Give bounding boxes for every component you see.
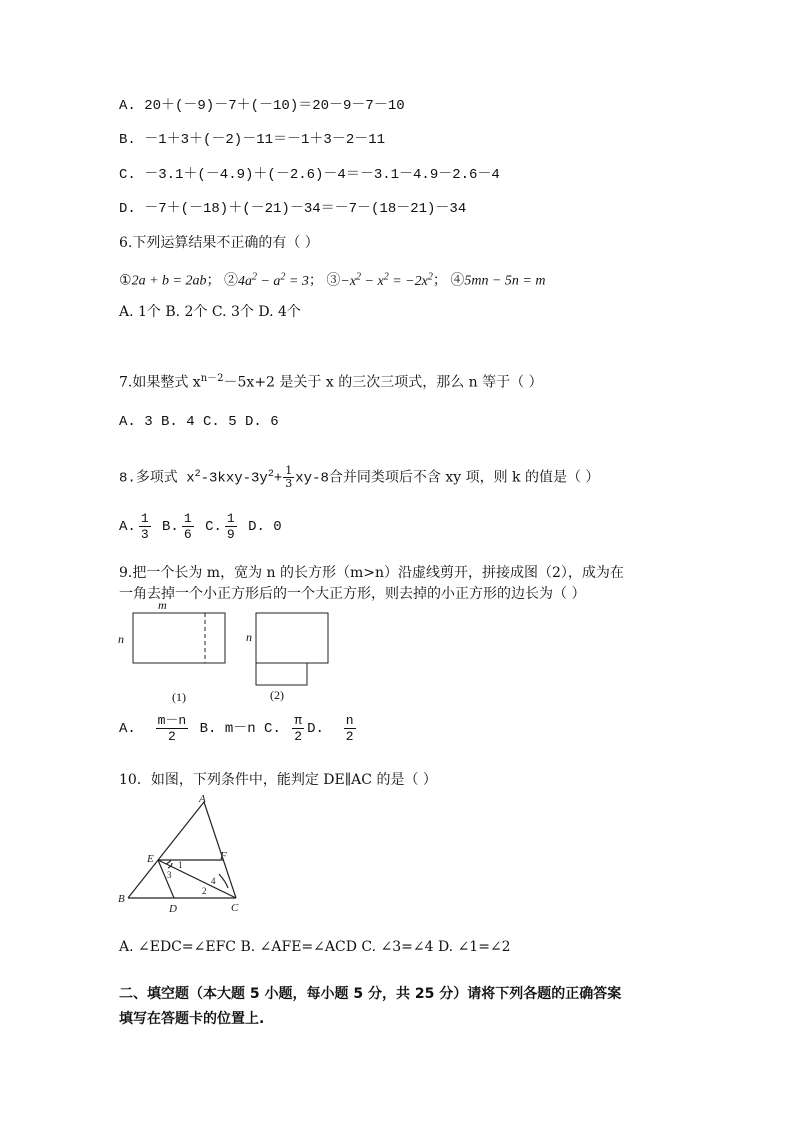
q10-label-d: D <box>169 903 177 914</box>
fig1-label-m: m <box>158 598 167 612</box>
q9-stem-line1: 9.把一个长为 m，宽为 n 的长方形（m>n）沿虚线剪开，拼接成图（2），成为在 <box>119 565 624 581</box>
q9-stem-line2: 一角去掉一个小正方形后的一个大正方形，则去掉的小正方形的边长为（ ） <box>119 586 586 602</box>
q10-label-b: B <box>118 893 125 905</box>
q10-angle-3: 3 <box>167 870 172 880</box>
q9-option-c-fraction: $\frac{\pi}{2}$ <box>294 712 303 744</box>
q5-option-d: D. －7＋(－18)＋(－21)－34＝－7－(18－21)－34 <box>119 201 467 217</box>
q6-item2-expr: $4a^2 - a^2 = 3$ <box>237 271 309 289</box>
q10-label-c: C <box>231 902 239 914</box>
q6-item1-expr: 2a + b = 2ab <box>131 273 207 289</box>
q6-separator: ； <box>206 273 221 289</box>
q6-separator: ； <box>308 273 323 289</box>
fig1-caption: (1) <box>172 690 186 704</box>
q6-item4-expr: 5mn − 5n = m <box>464 273 546 289</box>
q7-stem: 7.如果整式 $x^{n-2}-5x+2$ 是关于 x 的三次三项式，那么 n 等于（ ） <box>119 373 543 391</box>
q10-angle-1: 1 <box>178 860 183 870</box>
q9-options: A. $\frac{m-n}{2}$ B. m－n C. $\frac{\pi}{2}$ D. $\frac{n}{2}$ <box>119 712 354 744</box>
fig1-label-n: n <box>118 632 124 646</box>
q10-stem: 10．如图，下列条件中，能判定 DE∥AC 的是（ ） <box>119 772 437 788</box>
q5-option-b: B. －1＋3＋(－2)－11＝－1＋3－2－11 <box>119 132 386 148</box>
q8-option-b-fraction: $\frac{1}{6}$ <box>183 510 192 542</box>
q6-stem: 6.下列运算结果不正确的有（ ） <box>119 235 319 251</box>
q8-options: A. $\frac{1}{3}$ B. $\frac{1}{6}$ C. $\frac{1}{9}$ D. 0 <box>119 510 282 542</box>
q9-option-d-fraction: $\frac{n}{2}$ <box>345 712 354 744</box>
q10-label-a: A <box>199 793 206 805</box>
fig2-caption: (2) <box>270 688 284 702</box>
q8-fraction: $\frac{1}{3}$ <box>285 464 293 491</box>
fig2-square-diagram <box>253 610 333 690</box>
q10-label-e: E <box>147 853 154 865</box>
q6-options: A. 1个 B. 2个 C. 3个 D. 4个 <box>119 304 301 320</box>
q6-item4-number: ④ <box>450 273 465 289</box>
q9-option-a-fraction: $\frac{m-n}{2}$ <box>157 712 187 744</box>
q7-options: A. 3 B. 4 C. 5 D. 6 <box>119 414 279 430</box>
q8-stem: 8.多项式 $x^2-3kxy-3y^2+$ $\frac{1}{3}$ xy-8合并同类项后不含 xy 项，则 k 的值是（ ） <box>119 464 600 491</box>
q8-option-c-fraction: $\frac{1}{9}$ <box>226 510 235 542</box>
q5-option-c: C. －3.1＋(－4.9)＋(－2.6)－4＝－3.1－4.9－2.6－4 <box>119 167 500 183</box>
q10-angle-2: 2 <box>202 886 207 896</box>
q5-option-a: A. 20＋(－9)－7＋(－10)＝20－9－7－10 <box>119 98 405 114</box>
section2-heading-line1: 二、填空题（本大题 5 小题，每小题 5 分，共 25 分）请将下列各题的正确答案 <box>119 986 622 1002</box>
section2-heading-line2: 填写在答题卡的位置上. <box>119 1011 265 1027</box>
q6-item2-number: ② <box>223 273 238 289</box>
q7-exponent: n－2 <box>200 373 224 384</box>
q10-label-f: F <box>220 850 227 862</box>
q6-separator: ； <box>432 273 447 289</box>
q8-option-a-fraction: $\frac{1}{3}$ <box>140 510 149 542</box>
q6-items <box>119 268 545 291</box>
fig2-label-n: n <box>246 630 252 644</box>
q6-item3-number: ③ <box>326 273 341 289</box>
q10-options: A. ∠EDC=∠EFC B. ∠AFE=∠ACD C. ∠3=∠4 D. ∠1=∠2 <box>119 939 511 955</box>
q10-angle-4: 4 <box>211 876 216 886</box>
q6-item3-expr: $-x^2 - x^2 = -2x^2$ <box>340 271 433 289</box>
q10-triangle-diagram <box>116 792 246 914</box>
q6-item1-number: ① <box>119 273 132 289</box>
fig1-rectangle-diagram <box>130 610 230 666</box>
